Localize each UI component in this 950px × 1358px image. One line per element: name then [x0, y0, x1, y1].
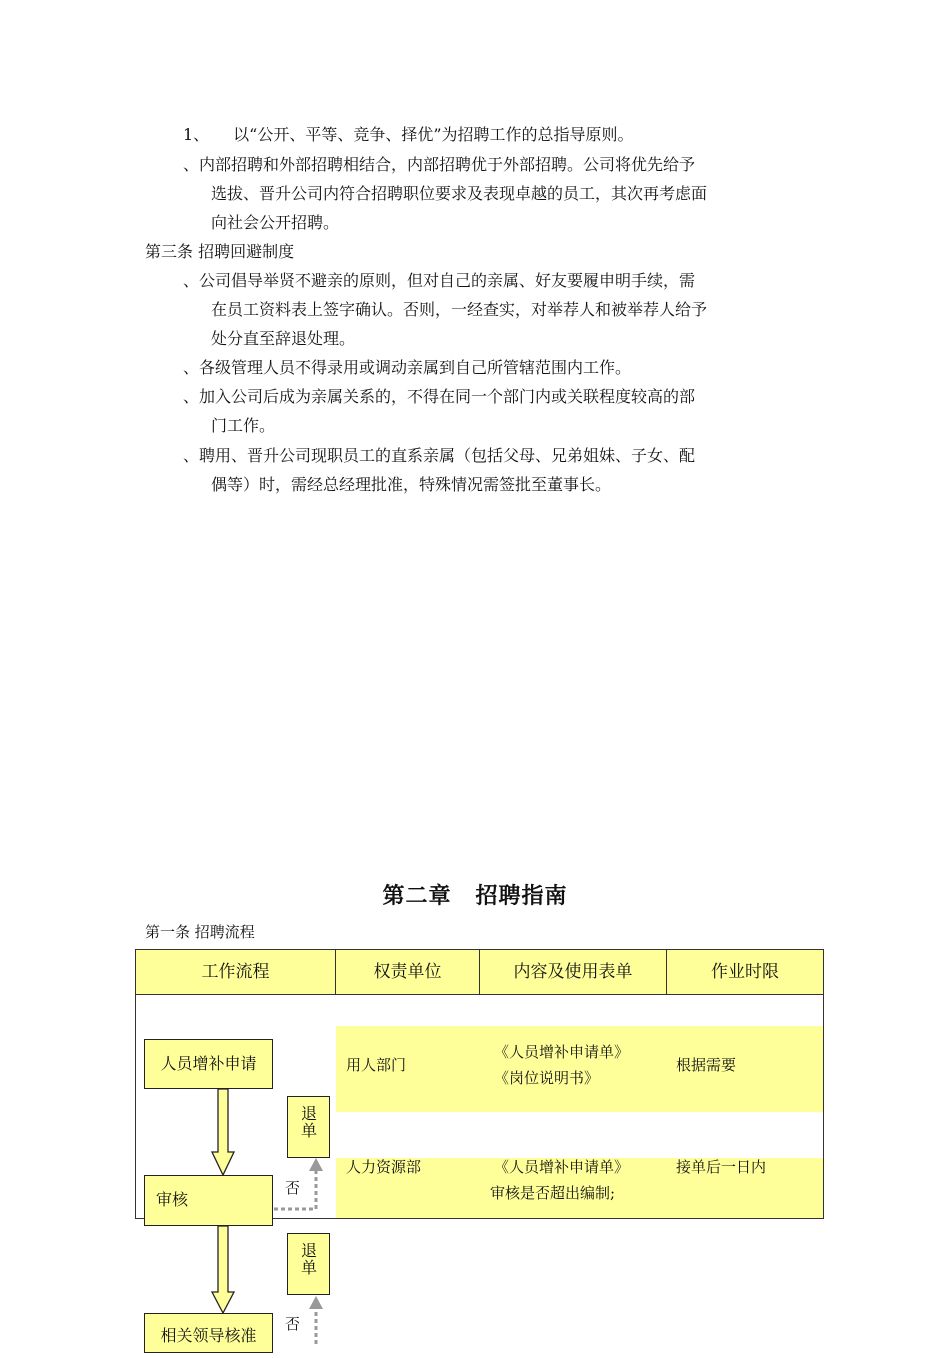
header-responsible-unit: 权责单位	[336, 950, 480, 995]
avoidance-4-line-2: 偶等）时，需经总经理批准，特殊情况需签批至董事长。	[211, 475, 612, 494]
avoidance-2: 、各级管理人员不得录用或调动亲属到自己所管辖范围内工作。	[183, 358, 632, 377]
reject-box-2: 退单	[287, 1233, 330, 1295]
avoidance-4-line-1: 、聘用、晋升公司现职员工的直系亲属（包括父母、兄弟姐妹、子女、配	[183, 446, 696, 465]
return-arrowhead-2	[309, 1296, 323, 1309]
row1-time: 根据需要	[676, 1056, 737, 1074]
chapter-number: 第二章	[382, 884, 452, 909]
row2-unit: 人力资源部	[346, 1158, 422, 1176]
principle-1: 1、 以“公开、平等、竞争、择优”为招聘工作的总指导原则。	[183, 125, 634, 144]
avoidance-1-line-3: 处分直至辞退处理。	[211, 329, 356, 348]
no-label-2: 否	[285, 1315, 301, 1333]
header-time-limit: 作业时限	[667, 950, 823, 995]
row2-content-2: 审核是否超出编制;	[490, 1184, 616, 1202]
article-1-heading: 第一条 招聘流程	[145, 923, 255, 941]
header-workflow: 工作流程	[136, 950, 336, 995]
avoidance-3-line-1: 、加入公司后成为亲属关系的，不得在同一个部门内或关联程度较高的部	[183, 387, 696, 406]
principle-2-line-1: 、内部招聘和外部招聘相结合，内部招聘优于外部招聘。公司将优先给予	[183, 155, 696, 174]
avoidance-3-line-2: 门工作。	[211, 416, 276, 435]
step-staff-request: 人员增补申请	[144, 1039, 273, 1089]
avoidance-1-line-2: 在员工资料表上签字确认。否则，一经查实，对举荐人和被举荐人给予	[211, 300, 708, 319]
return-arrowhead-1	[309, 1158, 323, 1171]
step-leader-approval: 相关领导核准	[144, 1313, 273, 1353]
step-review: 审核	[144, 1175, 273, 1226]
chapter-name: 招聘指南	[475, 884, 568, 909]
down-arrow-2	[212, 1226, 234, 1313]
no-label-1: 否	[285, 1179, 301, 1197]
avoidance-1-line-1: 、公司倡导举贤不避亲的原则，但对自己的亲属、好友要履申明手续，需	[183, 271, 696, 290]
row2-content-1: 《人员增补申请单》	[494, 1158, 630, 1176]
row2-time: 接单后一日内	[676, 1158, 767, 1176]
principle-2-line-2: 选拔、晋升公司内符合招聘职位要求及表现卓越的员工，其次再考虑面	[211, 184, 708, 203]
row1-content-1: 《人员增补申请单》	[494, 1043, 630, 1061]
article-3-heading: 第三条 招聘回避制度	[145, 242, 295, 261]
row1-unit: 用人部门	[346, 1056, 407, 1074]
header-content-forms: 内容及使用表单	[480, 950, 667, 995]
principle-2-line-3: 向社会公开招聘。	[211, 213, 340, 232]
row1-content-2: 《岗位说明书》	[494, 1069, 600, 1087]
reject-box-1: 退单	[287, 1096, 330, 1158]
down-arrow-1	[212, 1089, 234, 1175]
